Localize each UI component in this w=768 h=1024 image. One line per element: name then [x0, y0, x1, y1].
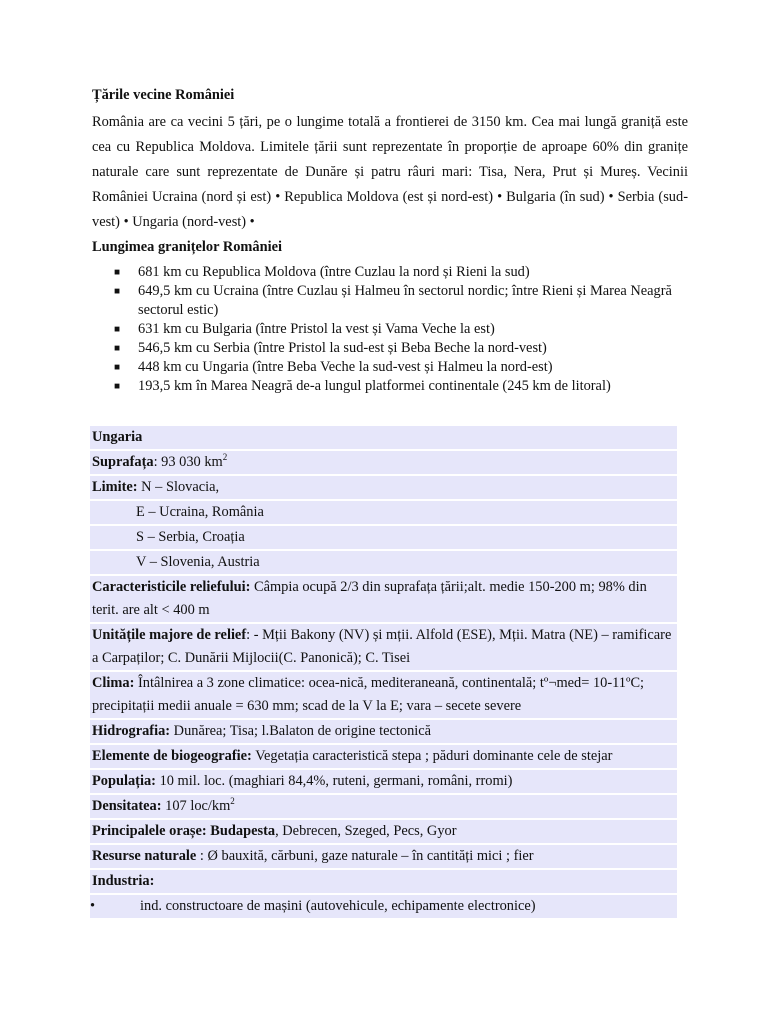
square-bullet-icon: ■: [114, 343, 121, 354]
square-bullet-icon: ■: [114, 324, 121, 335]
borders-subtitle: Lungimea granițelor României: [92, 239, 283, 255]
limit-west: V – Slovenia, Austria: [136, 554, 260, 570]
hydrography-label: Hidrografia:: [92, 723, 171, 739]
limits-row: [90, 476, 677, 499]
limits-row-east: [90, 501, 677, 524]
resources-row: [90, 845, 677, 868]
area-row: [90, 451, 677, 474]
border-item-text: 681 km cu Republica Moldova (între Cuzlau la nord și Rieni la sud): [138, 264, 530, 280]
population-value: 10 mil. loc. (maghiari 84,4%, ruteni, germani, români, rromi): [155, 773, 513, 789]
country-name: Ungaria: [92, 429, 143, 445]
square-bullet-icon: ■: [114, 362, 121, 373]
hydrography-row: [90, 720, 677, 743]
limit-north: N – Slovacia,: [141, 479, 220, 495]
borders-list: [92, 263, 688, 396]
country-name-row: [90, 426, 677, 449]
relief-label: Caracteristicile reliefului:: [92, 579, 251, 595]
population-label: Populația:: [92, 773, 156, 789]
industry-label: Industria:: [92, 873, 155, 889]
limit-east: E – Ucraina, România: [136, 504, 264, 520]
hungary-section: [90, 426, 677, 920]
area-label: Suprafața: [92, 454, 154, 470]
border-list-item: [92, 339, 688, 358]
cities-row: [90, 820, 677, 843]
border-item-text: 649,5 km cu Ucraina (între Cuzlau și Halmeu în sectorul nordic; între Rieni și Marea Neagră sectorul estic): [138, 283, 672, 318]
resources-value: : Ø bauxită, cărbuni, gaze naturale – în cantități mici ; fier: [196, 848, 534, 864]
border-item-text: 193,5 km în Marea Neagră de-a lungul platformei continentale (245 km de litoral): [138, 378, 611, 394]
climate-label: Clima:: [92, 675, 135, 691]
climate-value: Întâlnirea a 3 zone climatice: ocea-nică, mediteraneană, continentală; tº¬med= 10-11ºC; precipitații medii anuale = 630 mm; scad de la V la E; vara – secete severe: [92, 675, 645, 714]
border-list-item: [92, 320, 688, 339]
square-bullet-icon: ■: [114, 267, 121, 278]
relief-value: Câmpia ocupă 2/3 din suprafața țării;alt. medie 150-200 m; 98% din terit. are alt < 400 m: [92, 579, 647, 618]
industry-row: [90, 870, 677, 893]
limits-row-west: [90, 551, 677, 574]
biogeography-label: Elemente de biogeografie:: [92, 748, 252, 764]
square-bullet-icon: ■: [114, 381, 121, 392]
units-row: [90, 624, 677, 670]
relief-row: [90, 576, 677, 622]
bullet-icon: •: [90, 898, 96, 914]
cities-label: Principalele orașe:: [92, 823, 207, 839]
density-value: 107 loc/km: [161, 798, 231, 814]
intro-paragraph: România are ca vecini 5 țări, pe o lungime totală a frontierei de 3150 km. Cea mai lungă graniță este cea cu Republica Moldova. Limitele țării sunt reprezentate în proporție de aproape 60% din granițe naturale care sunt reprezentate de Dunăre și patru râuri mari: Tisa, Nera, Prut și Mureș. Vecinii României Ucraina (nord și est) • Republica Moldova (est și nord-est) • Bulgaria (în sud) • Serbia (sud-vest) • Ungaria (nord-vest) •: [92, 114, 688, 230]
border-item-text: 546,5 km cu Serbia (între Pristol la sud-est și Beba Beche la nord-vest): [138, 340, 547, 356]
density-superscript: 2: [230, 796, 235, 807]
area-superscript: 2: [222, 452, 228, 463]
intro-section: [92, 84, 688, 396]
density-label: Densitatea:: [92, 798, 162, 814]
limits-label: Limite:: [92, 479, 138, 495]
biogeography-row: [90, 745, 677, 768]
limit-south: S – Serbia, Croația: [136, 529, 245, 545]
climate-row: [90, 672, 677, 718]
capital-city: Budapesta: [206, 823, 276, 839]
border-item-text: 448 km cu Ungaria (între Beba Veche la sud-vest și Halmeu la nord-est): [138, 359, 553, 375]
units-value: : - Mții Bakony (NV) și mții. Alfold (ESE), Mții. Matra (NE) – ramificare a Carpaților; C. Dunării Mijlocii(C. Panonică); C. Tisei: [92, 627, 672, 666]
border-list-item: [92, 263, 688, 282]
resources-label: Resurse naturale: [92, 848, 197, 864]
limits-row-south: [90, 526, 677, 549]
industry-item: [90, 895, 677, 918]
industry-item-text: ind. constructoare de mașini (autovehicule, echipamente electronice): [140, 898, 536, 914]
other-cities: , Debrecen, Szeged, Pecs, Gyor: [275, 823, 457, 839]
square-bullet-icon: ■: [114, 286, 121, 297]
border-list-item: [92, 282, 688, 320]
biogeography-value: Vegetația caracteristică stepa ; păduri dominante cele de stejar: [251, 748, 613, 764]
population-row: [90, 770, 677, 793]
border-item-text: 631 km cu Bulgaria (între Pristol la vest și Vama Veche la est): [138, 321, 495, 337]
hydrography-value: Dunărea; Tisa; l.Balaton de origine tectonică: [170, 723, 432, 739]
border-list-item: [92, 377, 688, 396]
units-label: Unitățile majore de relief: [92, 627, 247, 643]
section-title: Țările vecine României: [92, 87, 235, 103]
border-list-item: [92, 358, 688, 377]
area-value: : 93 030 km: [153, 454, 223, 470]
density-row: [90, 795, 677, 818]
